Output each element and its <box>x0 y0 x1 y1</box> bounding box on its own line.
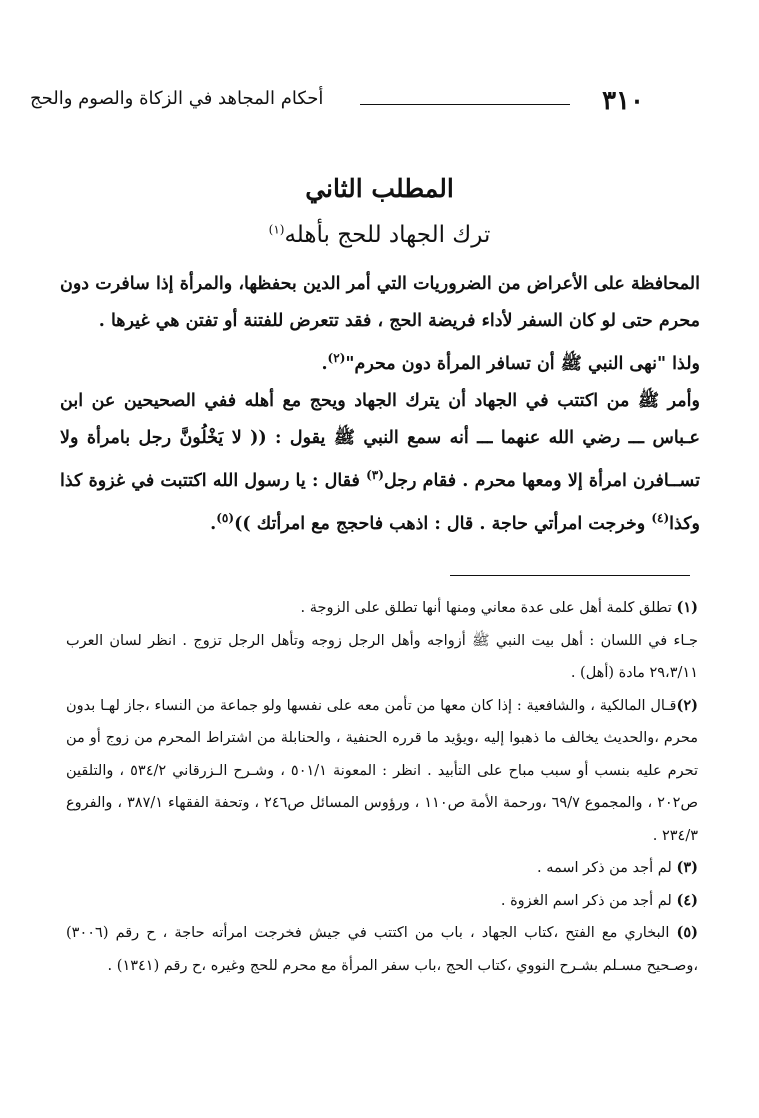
footnote-2-text: قـال المالكية ، والشافعية : إذا كان معها من تأمن معه على نفسها ولو جماعة من النساء ،جاز لهـا بدون محرم ،والحديث يخالف ما ذهبوا إليه ،ويؤيد ما قرره الحنفية ، والحنابلة من اشتراط المحرم من زوج أو من تحرم عليه بنسب أو سبب مباح على التأبيد . انظر : المعونة ٥٠١/١ ، وشـرح الـزرقاني ٥٣٤/٢ ، والتلقين ص٢٠٢ ، والمجموع ٦٩/٧ ،ورحمة الأمة ص١١٠ ، ورؤوس المسائل ص٢٤٦ ، وتحفة الفقهاء ٣٨٧/١ ، والفروع ٢٣٤/٣ . <box>66 697 699 844</box>
footnote-4 <box>66 885 698 918</box>
section-subtitle <box>0 222 759 248</box>
footnote-4-number: (٤) <box>676 891 698 909</box>
footnote-5-number: (٥) <box>676 924 698 941</box>
footnotes <box>66 592 698 982</box>
paragraph-2: ولذا "نهى النبي ﷺ أن تسافر المرأة دون محرم"$^{(٢)}$. <box>321 351 700 374</box>
footnote-5 <box>66 917 698 982</box>
body-text <box>60 266 700 542</box>
footnote-4-text: لم أجد من ذكر اسم الغزوة . <box>500 892 672 909</box>
footnote-1 <box>66 592 698 625</box>
footnote-1-text: تطلق كلمة أهل على عدة معاني ومنها أنها تطلق على الزوجة . <box>300 600 672 616</box>
footnote-3-text: لم أجد من ذكر اسمه . <box>537 860 672 876</box>
footnote-2 <box>66 690 698 853</box>
paragraph-1: المحافظة على الأعراض من الضروريات التي أمر الدين بحفظها، والمرأة إذا سافرت دون محرم حتى لو كان السفر لأداء فريضة الحج ، فقد تتعرض للفتنة أو تفتن هي غيرها . <box>60 274 700 331</box>
footnote-1-number: (١) <box>676 599 698 616</box>
footnote-3 <box>66 852 698 885</box>
running-title: أحكام المجاهد في الزكاة والصوم والحج <box>30 88 324 109</box>
footnote-ref-1: (١) <box>268 222 285 237</box>
paragraph-3-part-c: وخرجت امرأتي حاجة . قال : اذهب فاحجج مع امرأتك )) <box>234 513 652 534</box>
footnote-3-number: (٣) <box>676 859 698 876</box>
footnote-ref-4: (٤) <box>651 510 670 525</box>
section-title: المطلب الثاني <box>305 174 454 203</box>
section-subtitle-text: ترك الجهاد للحج بأهله <box>284 222 491 248</box>
paragraph-2-text: ولذا "نهى النبي ﷺ أن تسافر المرأة دون محرم" <box>345 353 700 374</box>
paragraph-3-part-a: وأمر ﷺ من اكتتب في الجهاد أن يترك الجهاد ويحج مع أهله ففي الصحيحين عن ابن عـباس ـــ رضي الله عنهما ـــ أنه سمع النبي ﷺ يقول : (( لا يَخْلُونَّ رجل بامرأة ولا تســافرن امرأة إلا ومعها محرم . فقام رجل <box>60 390 700 491</box>
footnote-ref-2: (٢) <box>327 351 346 365</box>
footnote-5-text: البخاري مع الفتح ،كتاب الجهاد ، باب من اكتتب في جيش فخرجت امرأته حاجة ، ح رقم (٣٠٠٦) ،وصـحيح مسـلم بشـرح النووي ،كتاب الحج ،باب سفر المرأة مع محرم للحج وغيره ،ح رقم (١٣٤١) . <box>66 925 698 974</box>
paragraph-3 <box>60 383 700 543</box>
paragraph-3-part-b: فقال : يا رسول الله اكتتبت في غزوة كذا وكذا <box>60 470 700 534</box>
header-rule <box>360 104 570 105</box>
footnote-ref-3: (٣) <box>366 467 384 482</box>
paragraph-3-end: . <box>210 513 217 534</box>
footnote-1-continuation: جـاء في اللسان : أهل بيت النبي ﷺ أزواجه وأهل الرجل زوجه وتأهل الرجل تزوج . انظر لسان العرب ٢٩،٣/١١ مادة (أهل) . <box>66 632 698 681</box>
page-header <box>30 86 729 126</box>
footnote-2-number: (٢) <box>676 696 698 714</box>
page-number: ٣١٠ <box>602 86 644 116</box>
footnote-separator <box>450 575 690 576</box>
footnote-ref-5: (٥) <box>216 510 235 525</box>
